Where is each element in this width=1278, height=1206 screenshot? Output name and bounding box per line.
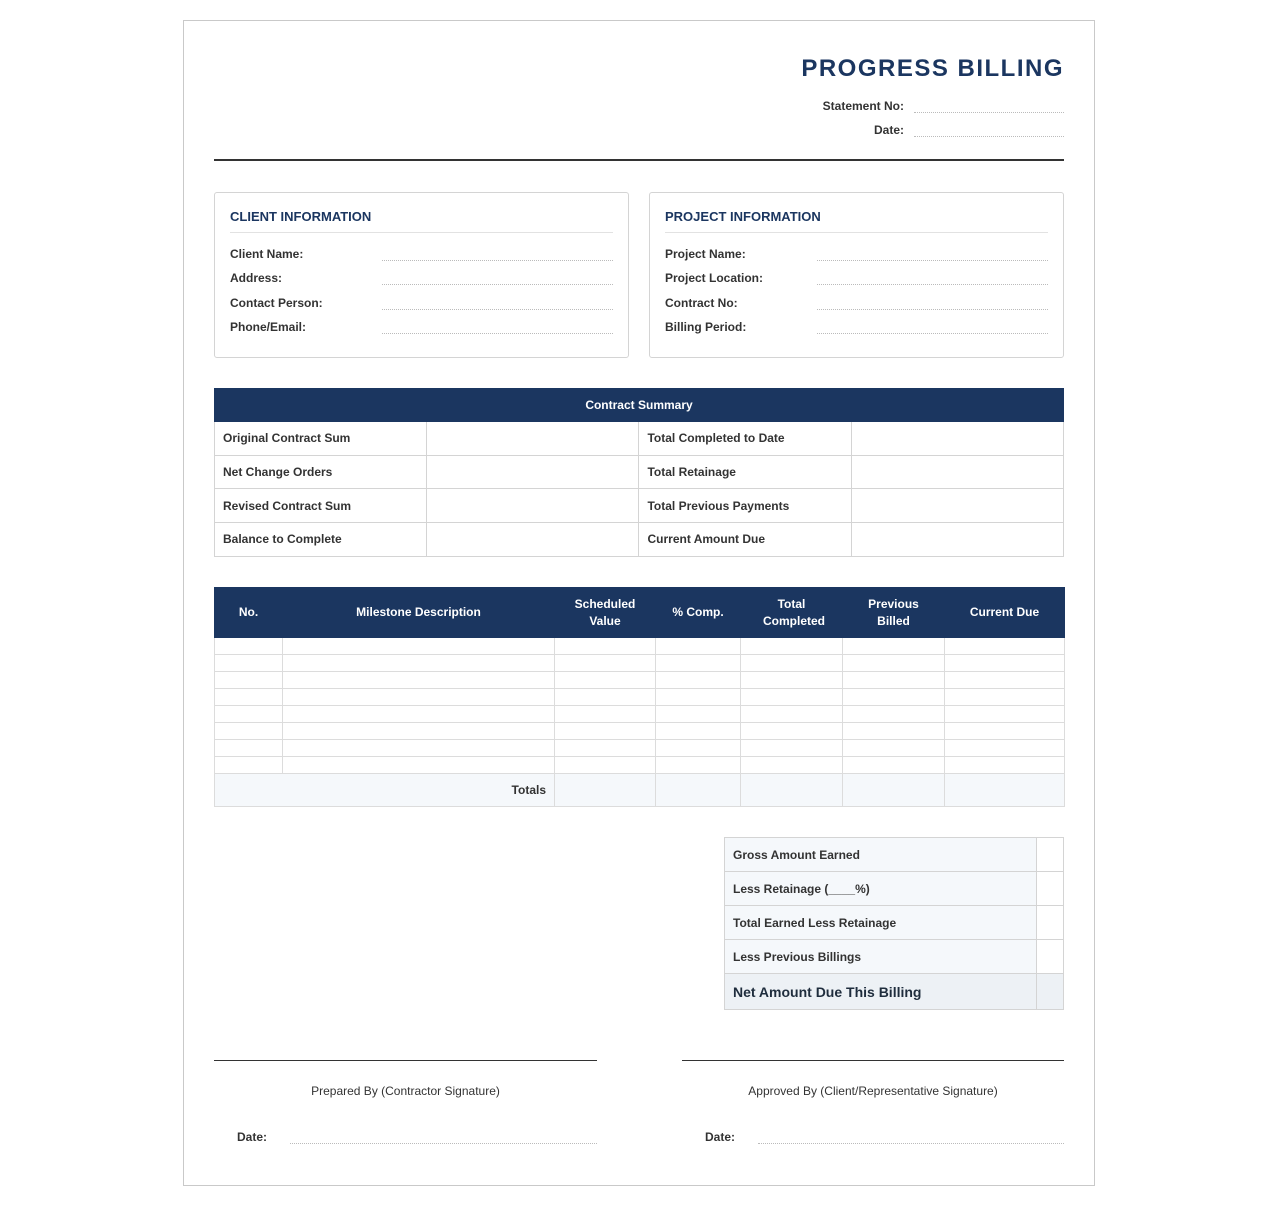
milestone-cell[interactable] xyxy=(283,723,555,740)
document-title: PROGRESS BILLING xyxy=(801,55,1064,82)
contractor-date-field[interactable] xyxy=(290,1128,597,1144)
phone-email-field[interactable] xyxy=(382,318,613,334)
less-previous-label: Less Previous Billings xyxy=(725,940,1037,974)
client-address-field[interactable] xyxy=(382,269,613,285)
billing-period-field[interactable] xyxy=(817,318,1048,334)
project-name-label: Project Name: xyxy=(665,246,746,261)
contractor-signature-block xyxy=(214,1060,597,1144)
summary-row xyxy=(215,523,1064,557)
client-name-label: Client Name: xyxy=(230,246,304,261)
totals-cell[interactable] xyxy=(945,774,1065,807)
totals-cell[interactable] xyxy=(843,774,945,807)
client-information-title: CLIENT INFORMATION xyxy=(230,209,613,233)
milestone-cell[interactable] xyxy=(656,655,741,672)
project-information-title: PROJECT INFORMATION xyxy=(665,209,1048,233)
summary-label: Balance to Complete xyxy=(215,523,427,557)
col-header-previous-billed: Previous Billed xyxy=(843,588,945,638)
milestone-cell[interactable] xyxy=(555,723,656,740)
milestone-cell[interactable] xyxy=(945,706,1065,723)
milestone-cell[interactable] xyxy=(843,638,945,655)
summary-row xyxy=(215,422,1064,456)
milestone-cell[interactable] xyxy=(945,638,1065,655)
project-name-row xyxy=(665,236,1048,261)
statement-no-field[interactable] xyxy=(914,97,1064,113)
net-amount-value[interactable] xyxy=(1037,974,1064,1010)
col-header-no: No. xyxy=(215,588,283,638)
summary-value-cell[interactable] xyxy=(851,489,1063,523)
totals-row xyxy=(215,774,1065,807)
summary-row xyxy=(215,455,1064,489)
milestone-row xyxy=(215,757,1065,774)
totals-cell[interactable] xyxy=(741,774,843,807)
billing-period-label: Billing Period: xyxy=(665,320,747,334)
statement-no-label: Statement No: xyxy=(822,99,904,113)
header-date-field[interactable] xyxy=(914,121,1064,137)
totals-cell[interactable] xyxy=(656,774,741,807)
summary-label: Current Amount Due xyxy=(639,523,851,557)
client-signature-line[interactable] xyxy=(682,1060,1064,1061)
milestone-cell[interactable] xyxy=(741,638,843,655)
milestone-cell[interactable] xyxy=(283,638,555,655)
summary-value-cell[interactable] xyxy=(427,489,639,523)
milestone-row xyxy=(215,740,1065,757)
contract-no-row xyxy=(665,285,1048,310)
header-date-label: Date: xyxy=(873,123,904,137)
billing-period-row xyxy=(665,310,1048,335)
phone-email-row xyxy=(230,310,613,335)
statement-no-row xyxy=(774,93,1064,113)
milestone-cell[interactable] xyxy=(741,706,843,723)
milestone-cell[interactable] xyxy=(656,740,741,757)
summary-label: Total Completed to Date xyxy=(639,422,851,456)
milestone-row xyxy=(215,723,1065,740)
milestone-cell[interactable] xyxy=(741,757,843,774)
milestone-cell[interactable] xyxy=(656,689,741,706)
summary-label: Original Contract Sum xyxy=(215,422,427,456)
milestone-cell[interactable] xyxy=(945,723,1065,740)
milestone-cell[interactable] xyxy=(741,740,843,757)
milestone-cell[interactable] xyxy=(945,672,1065,689)
milestone-row xyxy=(215,706,1065,723)
milestone-cell[interactable] xyxy=(843,740,945,757)
milestone-cell[interactable] xyxy=(656,638,741,655)
milestone-cell[interactable] xyxy=(656,723,741,740)
milestone-cell[interactable] xyxy=(555,655,656,672)
calc-row xyxy=(725,838,1064,872)
milestone-cell[interactable] xyxy=(283,757,555,774)
milestone-table xyxy=(214,587,1065,807)
project-name-field[interactable] xyxy=(817,245,1048,261)
milestone-row xyxy=(215,672,1065,689)
total-earned-label: Total Earned Less Retainage xyxy=(725,906,1037,940)
milestone-cell[interactable] xyxy=(656,672,741,689)
milestone-cell[interactable] xyxy=(283,672,555,689)
milestone-cell[interactable] xyxy=(945,740,1065,757)
milestone-cell[interactable] xyxy=(843,655,945,672)
project-information-box xyxy=(649,192,1064,358)
project-location-label: Project Location: xyxy=(665,271,764,285)
milestone-cell[interactable] xyxy=(215,723,283,740)
milestone-row xyxy=(215,689,1065,706)
header-divider xyxy=(214,159,1064,161)
summary-value-cell[interactable] xyxy=(851,455,1063,489)
project-location-field[interactable] xyxy=(817,269,1048,285)
milestone-cell[interactable] xyxy=(555,757,656,774)
milestone-cell[interactable] xyxy=(843,706,945,723)
totals-label: Totals xyxy=(215,774,555,807)
milestone-row xyxy=(215,638,1065,655)
milestone-cell[interactable] xyxy=(215,706,283,723)
col-header-percent-complete: % Comp. xyxy=(656,588,741,638)
summary-value-cell[interactable] xyxy=(851,422,1063,456)
total-earned-value[interactable] xyxy=(1037,906,1064,940)
contact-person-row xyxy=(230,285,613,310)
billing-sheet xyxy=(183,20,1095,1186)
milestone-cell[interactable] xyxy=(843,757,945,774)
billing-calculation-table xyxy=(724,837,1064,1010)
col-header-current-due: Current Due xyxy=(945,588,1065,638)
milestone-cell[interactable] xyxy=(215,655,283,672)
calc-row xyxy=(725,906,1064,940)
summary-label: Total Previous Payments xyxy=(639,489,851,523)
client-information-box xyxy=(214,192,629,358)
milestone-row xyxy=(215,655,1065,672)
milestone-cell[interactable] xyxy=(283,689,555,706)
contractor-signature-caption: Prepared By (Contractor Signature) xyxy=(311,1084,500,1098)
milestone-cell[interactable] xyxy=(555,689,656,706)
milestone-cell[interactable] xyxy=(945,655,1065,672)
milestone-cell[interactable] xyxy=(283,655,555,672)
summary-label: Revised Contract Sum xyxy=(215,489,427,523)
summary-label: Total Retainage xyxy=(639,455,851,489)
milestone-cell[interactable] xyxy=(843,689,945,706)
contractor-date-label: Date: xyxy=(237,1130,268,1144)
client-name-field[interactable] xyxy=(382,245,613,261)
milestone-cell[interactable] xyxy=(555,638,656,655)
less-previous-value[interactable] xyxy=(1037,940,1064,974)
milestone-cell[interactable] xyxy=(215,689,283,706)
milestone-cell[interactable] xyxy=(656,706,741,723)
client-address-label: Address: xyxy=(230,271,283,285)
client-date-row xyxy=(682,1128,1064,1144)
summary-value-cell[interactable] xyxy=(427,422,639,456)
contact-person-field[interactable] xyxy=(382,294,613,310)
less-retainage-label: Less Retainage (____%) xyxy=(725,872,1037,906)
col-header-scheduled-value: Scheduled Value xyxy=(555,588,656,638)
milestone-cell[interactable] xyxy=(945,689,1065,706)
client-signature-block xyxy=(682,1060,1064,1144)
milestone-cell[interactable] xyxy=(215,638,283,655)
milestone-cell[interactable] xyxy=(215,740,283,757)
milestone-cell[interactable] xyxy=(283,740,555,757)
milestone-cell[interactable] xyxy=(215,672,283,689)
gross-amount-value[interactable] xyxy=(1037,838,1064,872)
summary-value-cell[interactable] xyxy=(851,523,1063,557)
client-date-label: Date: xyxy=(705,1130,736,1144)
net-amount-row xyxy=(725,974,1064,1010)
milestone-cell[interactable] xyxy=(656,757,741,774)
milestone-cell[interactable] xyxy=(843,672,945,689)
milestone-cell[interactable] xyxy=(945,757,1065,774)
totals-cell[interactable] xyxy=(555,774,656,807)
contact-person-label: Contact Person: xyxy=(230,295,323,310)
col-header-total-completed: Total Completed xyxy=(741,588,843,638)
summary-row xyxy=(215,489,1064,523)
contractor-signature-line[interactable] xyxy=(214,1060,597,1061)
project-location-row xyxy=(665,261,1048,286)
milestone-cell[interactable] xyxy=(555,740,656,757)
milestone-cell[interactable] xyxy=(741,655,843,672)
col-header-description: Milestone Description xyxy=(283,588,555,638)
less-retainage-value[interactable] xyxy=(1037,872,1064,906)
phone-email-label: Phone/Email: xyxy=(230,320,307,334)
contractor-date-row xyxy=(214,1128,597,1144)
milestone-cell[interactable] xyxy=(555,706,656,723)
contract-no-label: Contract No: xyxy=(665,295,738,310)
milestone-rows xyxy=(215,638,1065,807)
net-amount-label: Net Amount Due This Billing xyxy=(725,974,1037,1010)
calc-row xyxy=(725,872,1064,906)
calc-row xyxy=(725,940,1064,974)
client-address-row xyxy=(230,261,613,286)
milestone-cell[interactable] xyxy=(555,672,656,689)
milestone-cell[interactable] xyxy=(741,689,843,706)
milestone-cell[interactable] xyxy=(283,706,555,723)
milestone-cell[interactable] xyxy=(741,672,843,689)
contract-summary-table xyxy=(214,388,1064,557)
milestone-cell[interactable] xyxy=(741,723,843,740)
client-date-field[interactable] xyxy=(758,1128,1064,1144)
milestone-cell[interactable] xyxy=(215,757,283,774)
milestone-cell[interactable] xyxy=(843,723,945,740)
summary-value-cell[interactable] xyxy=(427,523,639,557)
contract-no-field[interactable] xyxy=(817,294,1048,310)
summary-value-cell[interactable] xyxy=(427,455,639,489)
contract-summary-title: Contract Summary xyxy=(215,389,1064,422)
client-signature-caption: Approved By (Client/Representative Signature) xyxy=(748,1084,998,1098)
client-name-row xyxy=(230,236,613,261)
gross-amount-label: Gross Amount Earned xyxy=(725,838,1037,872)
header-date-row xyxy=(774,117,1064,137)
summary-label: Net Change Orders xyxy=(215,455,427,489)
